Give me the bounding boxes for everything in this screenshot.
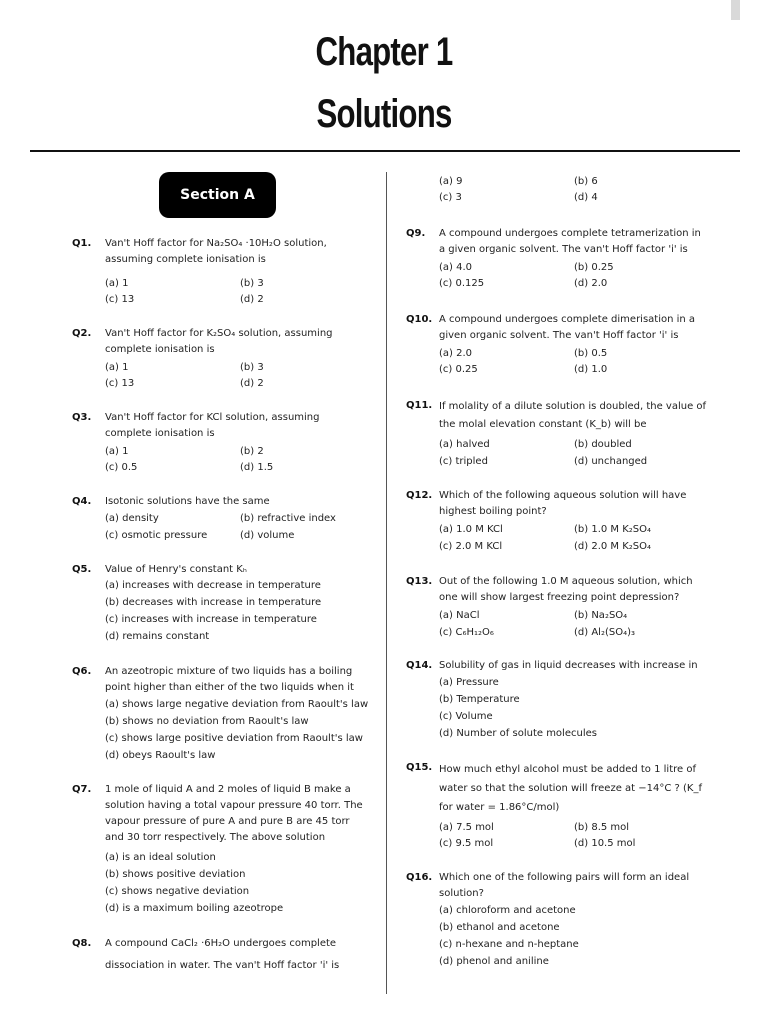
option-b: (b) 3 <box>240 278 264 289</box>
column-divider <box>386 172 387 994</box>
question-text: Value of Henry's constant Kₕ <box>105 564 247 575</box>
option-b: (b) Temperature <box>439 694 520 705</box>
option-c: (c) C₆H₁₂O₆ <box>439 627 494 638</box>
chapter-subject: Solutions <box>316 92 452 136</box>
question-number: Q5. <box>72 564 92 575</box>
question-text: Out of the following 1.0 M aqueous solution, which one will show largest freezing point depression? <box>439 576 693 603</box>
option-c: (c) osmotic pressure <box>105 530 208 541</box>
option-b: (b) 3 <box>240 362 264 373</box>
option-d: (d) 1.5 <box>240 462 274 473</box>
option-a: (a) 2.0 <box>439 348 473 359</box>
option-d: (d) 1.0 <box>574 364 608 375</box>
question-number: Q11. <box>406 400 433 411</box>
option-a: (a) NaCl <box>439 610 480 621</box>
option-d: (d) 4 <box>574 192 598 203</box>
option-c: (c) 13 <box>105 294 135 305</box>
question-number: Q4. <box>72 496 92 507</box>
question-number: Q2. <box>72 328 92 339</box>
option-d: (d) unchanged <box>574 456 648 467</box>
option-b: (b) 0.25 <box>574 262 614 273</box>
option-d: (d) phenol and aniline <box>439 956 549 967</box>
question-number: Q7. <box>72 784 92 795</box>
question-text: How much ethyl alcohol must be added to 1 litre of water so that the solution will freeze at −14°C ? (K_f for water = 1.86°C/mol) <box>439 764 702 813</box>
scroll-edge-mark <box>731 0 740 20</box>
chapter-title: Chapter 1 <box>315 30 453 74</box>
question-number: Q16. <box>406 872 433 883</box>
option-d: (d) 2.0 M K₂SO₄ <box>574 541 652 552</box>
option-b: (b) shows no deviation from Raoult's law <box>105 716 309 727</box>
option-a: (a) is an ideal solution <box>105 852 216 863</box>
option-a: (a) halved <box>439 439 490 450</box>
question-text: 1 mole of liquid A and 2 moles of liquid B make a solution having a total vapour pressure 40 torr. The vapour pressure of pure A and pure B are 45 torr and 30 torr respectively. The above solution <box>105 784 363 843</box>
option-b: (b) 2 <box>240 446 264 457</box>
question-text: Which one of the following pairs will form an ideal solution? <box>439 872 690 899</box>
question-text: Which of the following aqueous solution will have highest boiling point? <box>439 490 687 517</box>
question-text: Van't Hoff factor for KCl solution, assuming complete ionisation is <box>105 412 320 439</box>
question-text: A compound undergoes complete tetramerization in a given organic solvent. The van't Hoff factor 'i' is <box>439 228 701 255</box>
question-text: An azeotropic mixture of two liquids has a boiling point higher than either of the two liquids when it <box>105 666 354 693</box>
question-text: A compound CaCl₂ ·6H₂O undergoes complete dissociation in water. The van't Hoff factor 'i' is <box>105 938 340 971</box>
question-number: Q8. <box>72 938 92 949</box>
option-b: (b) 6 <box>574 176 598 187</box>
option-a: (a) 9 <box>439 176 463 187</box>
option-d: (d) 2 <box>240 294 264 305</box>
question-text: Van't Hoff factor for Na₂SO₄ ·10H₂O solution, assuming complete ionisation is <box>105 238 327 265</box>
option-c: (c) 2.0 M KCl <box>439 541 503 552</box>
section-label: Section A <box>159 172 276 218</box>
option-c: (c) 3 <box>439 192 462 203</box>
option-c: (c) 9.5 mol <box>439 838 494 849</box>
question-text: Solubility of gas in liquid decreases with increase in <box>439 660 698 671</box>
option-b: (b) decreases with increase in temperature <box>105 597 322 608</box>
question-text: Isotonic solutions have the same <box>105 496 270 507</box>
option-d: (d) Al₂(SO₄)₃ <box>574 627 635 638</box>
option-a: (a) 1.0 M KCl <box>439 524 503 535</box>
question-text: Van't Hoff factor for K₂SO₄ solution, assuming complete ionisation is <box>105 328 333 355</box>
option-c: (c) 0.125 <box>439 278 485 289</box>
option-a: (a) density <box>105 513 159 524</box>
option-b: (b) 8.5 mol <box>574 822 630 833</box>
option-d: (d) 10.5 mol <box>574 838 636 849</box>
option-b: (b) shows positive deviation <box>105 869 246 880</box>
option-d: (d) is a maximum boiling azeotrope <box>105 903 284 914</box>
option-b: (b) 1.0 M K₂SO₄ <box>574 524 652 535</box>
option-a: (a) 1 <box>105 362 129 373</box>
option-c: (c) tripled <box>439 456 488 467</box>
option-d: (d) remains constant <box>105 631 210 642</box>
option-a: (a) 4.0 <box>439 262 473 273</box>
option-c: (c) n-hexane and n-heptane <box>439 939 579 950</box>
title-divider <box>30 150 740 152</box>
option-b: (b) 0.5 <box>574 348 608 359</box>
option-c: (c) 13 <box>105 378 135 389</box>
option-a: (a) 1 <box>105 446 129 457</box>
option-c: (c) increases with increase in temperature <box>105 614 317 625</box>
option-c: (c) 0.25 <box>439 364 478 375</box>
question-number: Q10. <box>406 314 433 325</box>
question-number: Q3. <box>72 412 92 423</box>
option-a: (a) 7.5 mol <box>439 822 494 833</box>
option-c: (c) Volume <box>439 711 493 722</box>
option-a: (a) chloroform and acetone <box>439 905 576 916</box>
option-a: (a) Pressure <box>439 677 499 688</box>
option-b: (b) refractive index <box>240 513 336 524</box>
option-b: (b) ethanol and acetone <box>439 922 560 933</box>
option-a: (a) 1 <box>105 278 129 289</box>
option-d: (d) Number of solute molecules <box>439 728 597 739</box>
question-number: Q13. <box>406 576 433 587</box>
option-a: (a) increases with decrease in temperature <box>105 580 321 591</box>
option-d: (d) 2 <box>240 378 264 389</box>
option-c: (c) shows large positive deviation from Raoult's law <box>105 733 363 744</box>
option-b: (b) doubled <box>574 439 632 450</box>
question-number: Q6. <box>72 666 92 677</box>
option-a: (a) shows large negative deviation from Raoult's law <box>105 699 369 710</box>
option-c: (c) 0.5 <box>105 462 138 473</box>
question-number: Q1. <box>72 238 92 249</box>
question-number: Q12. <box>406 490 433 501</box>
option-d: (d) volume <box>240 530 295 541</box>
option-c: (c) shows negative deviation <box>105 886 250 897</box>
option-d: (d) obeys Raoult's law <box>105 750 216 761</box>
option-b: (b) Na₂SO₄ <box>574 610 628 621</box>
question-text: If molality of a dilute solution is doubled, the value of the molal elevation constant (K_b) will be <box>439 401 707 430</box>
question-text: A compound undergoes complete dimerisation in a given organic solvent. The van't Hoff factor 'i' is <box>439 314 696 341</box>
option-d: (d) 2.0 <box>574 278 608 289</box>
question-number: Q15. <box>406 762 433 773</box>
question-number: Q14. <box>406 660 433 671</box>
question-number: Q9. <box>406 228 426 239</box>
